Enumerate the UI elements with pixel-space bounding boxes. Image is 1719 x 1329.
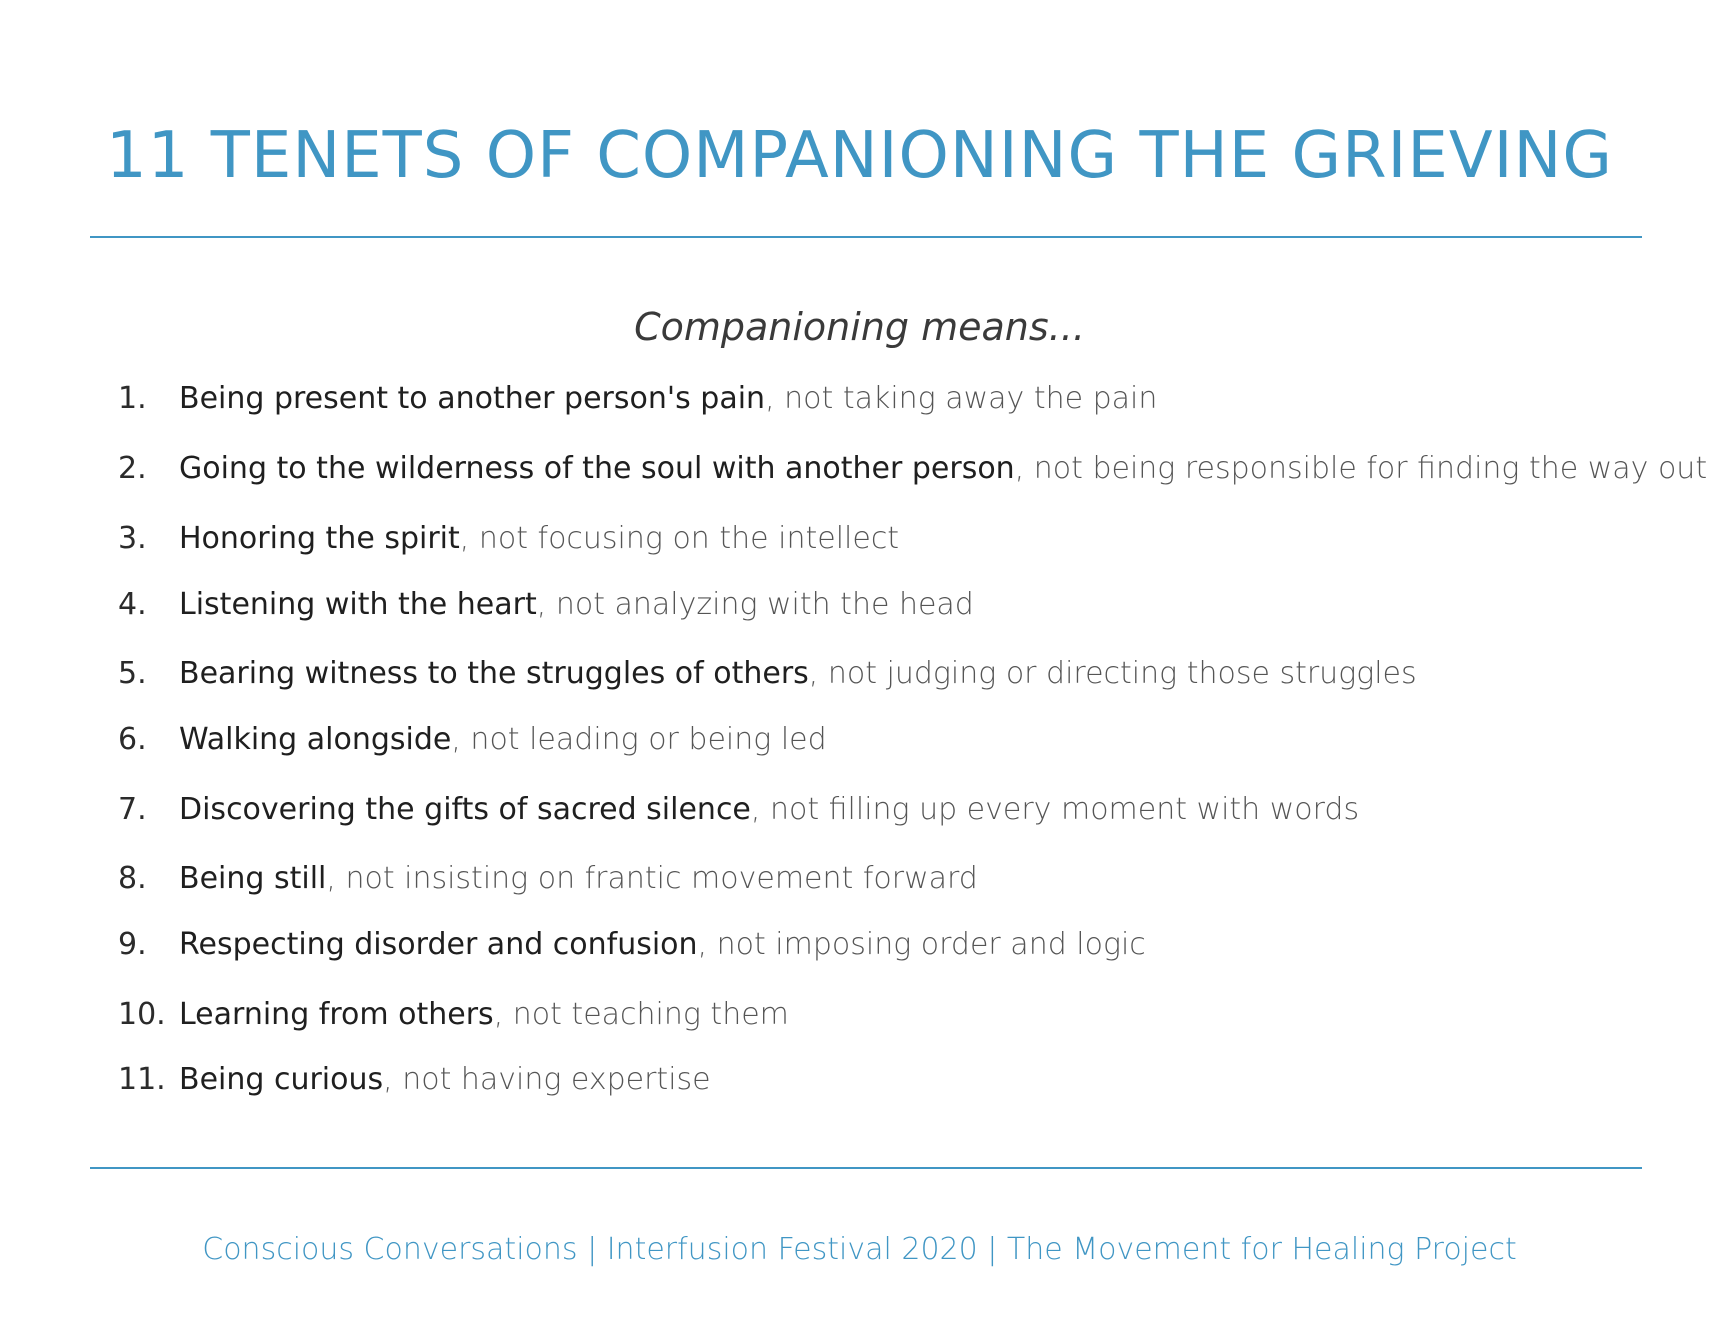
tenet-text <box>179 652 1417 696</box>
tenet-contrast: , not having expertise <box>383 1062 711 1097</box>
tenet-item-8 <box>118 857 1638 901</box>
tenet-lead: Respecting disorder and confusion <box>179 927 698 962</box>
tenet-lead: Listening with the heart <box>179 587 537 622</box>
tenet-item-5 <box>118 652 1638 696</box>
tenet-lead: Going to the wilderness of the soul with another person <box>179 451 1015 486</box>
tenet-item-9 <box>118 923 1638 967</box>
tenet-contrast: , not judging or directing those struggles <box>808 656 1417 691</box>
tenet-number: 2. <box>118 451 147 486</box>
tenet-lead: Discovering the gifts of sacred silence <box>179 792 751 827</box>
tenet-text <box>179 788 1359 832</box>
footer-credits: Conscious Conversations | Interfusion Festival 2020 | The Movement for Healing Project <box>202 1232 1517 1267</box>
tenet-text <box>179 993 789 1037</box>
tenet-number: 4. <box>118 587 147 622</box>
tenet-text <box>179 923 1146 967</box>
tenet-lead: Being present to another person's pain <box>179 381 766 416</box>
tenet-contrast: , not insisting on frantic movement forward <box>326 861 978 896</box>
tenet-contrast: , not filling up every moment with words <box>750 792 1360 827</box>
tenet-number: 10. <box>118 997 166 1032</box>
tenet-number: 5. <box>118 656 147 691</box>
tenet-contrast: , not teaching them <box>493 997 789 1032</box>
tenet-text <box>179 517 899 561</box>
tenet-number: 11. <box>118 1062 166 1097</box>
tenet-text <box>179 718 827 762</box>
tenet-lead: Learning from others <box>179 997 494 1032</box>
tenet-contrast: , not analyzing with the head <box>536 587 974 622</box>
tenet-contrast: , not imposing order and logic <box>697 927 1146 962</box>
tenet-contrast: , not being responsible for finding the way out <box>1014 451 1708 486</box>
tenet-text <box>179 377 1157 421</box>
tenet-lead: Bearing witness to the struggles of others <box>179 656 809 691</box>
tenet-item-4 <box>118 583 1638 627</box>
page-title: 11 TENETS OF COMPANIONING THE GRIEVING <box>106 119 1613 193</box>
subtitle: Companioning means... <box>634 305 1085 349</box>
tenet-number: 6. <box>118 722 147 757</box>
tenet-item-10 <box>118 993 1638 1037</box>
tenet-text <box>179 447 1707 491</box>
tenet-contrast: , not leading or being led <box>451 722 827 757</box>
tenet-contrast: , not taking away the pain <box>765 381 1158 416</box>
tenet-number: 9. <box>118 927 147 962</box>
tenet-item-11 <box>118 1058 1638 1102</box>
tenet-number: 1. <box>118 381 147 416</box>
tenet-number: 3. <box>118 521 147 556</box>
tenet-lead: Being curious <box>179 1062 384 1097</box>
tenet-lead: Being still <box>179 861 327 896</box>
tenet-lead: Walking alongside <box>179 722 452 757</box>
tenet-text <box>179 857 978 901</box>
tenet-number: 7. <box>118 792 147 827</box>
top-divider <box>90 236 1642 238</box>
tenet-item-7 <box>118 788 1638 832</box>
tenet-number: 8. <box>118 861 147 896</box>
tenet-item-2 <box>118 447 1708 491</box>
bottom-divider <box>90 1167 1642 1169</box>
tenet-item-6 <box>118 718 1638 762</box>
tenet-text <box>179 583 974 627</box>
tenet-text <box>179 1058 711 1102</box>
tenet-lead: Honoring the spirit <box>179 521 460 556</box>
tenet-item-3 <box>118 517 1638 561</box>
tenet-contrast: , not focusing on the intellect <box>459 521 900 556</box>
tenet-item-1 <box>118 377 1638 421</box>
